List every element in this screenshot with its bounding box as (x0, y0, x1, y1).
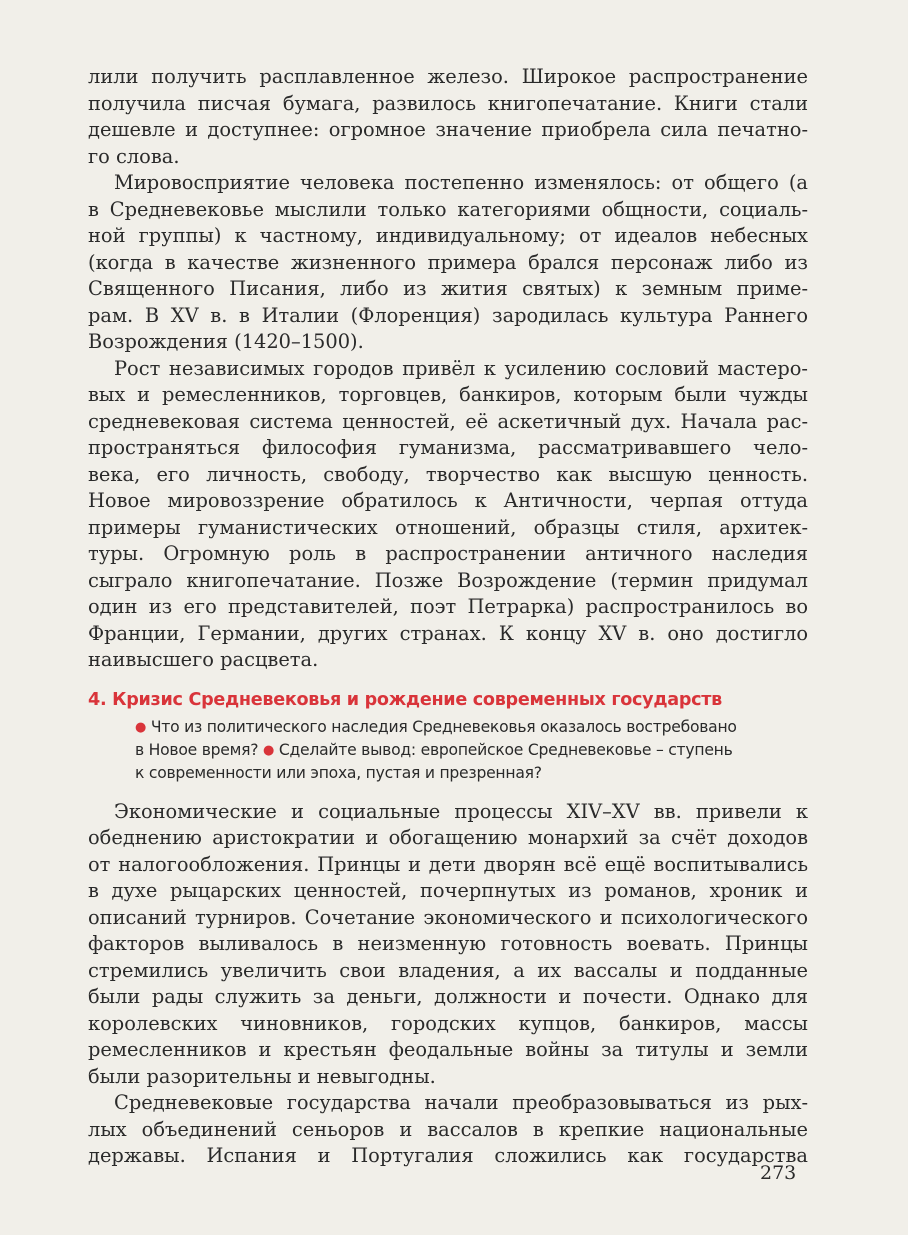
paragraph-2 (88, 170, 808, 356)
text-line: в Средневековье мыслили только категориями общности, социаль- (88, 197, 808, 221)
text-line: века, его личность, свободу, творчество как высшую ценность. (88, 462, 808, 486)
text-line: державы. Испания и Португалия сложились как государства (88, 1144, 808, 1167)
text-line: сыграло книгопечатание. Позже Возрождение (термин придумал (88, 568, 808, 592)
text-line: (когда в качестве жизненного примера брался персонаж либо из (88, 250, 808, 274)
text-line: один из его представителей, поэт Петрарка) распространилось во (88, 595, 808, 618)
text-line: были разорительны и невыгодны. (88, 1064, 436, 1088)
question-text: Что из политического наследия Средневековья оказалось востребовано (150, 717, 737, 736)
text-line: получила писчая бумага, развилось книгопечатание. Книги стали (88, 91, 808, 115)
text-line: были рады служить за деньги, должности и почести. Однако для (88, 985, 808, 1008)
text-line: Священного Писания, либо из жития святых) к земным приме- (88, 277, 808, 300)
text-line: пространяться философия гуманизма, рассматривавшего чело- (88, 436, 808, 459)
text-line: средневековая система ценностей, её аскетичный дух. Начала рас- (88, 409, 808, 433)
text-line: королевских чиновников, городских купцов, банкиров, массы (88, 1011, 808, 1035)
text-line: лых объединений сеньоров и вассалов в крепкие национальные (88, 1117, 808, 1141)
text-line: наивысшего расцвета. (88, 648, 319, 671)
paragraph-4 (88, 799, 808, 1091)
section-questions (88, 716, 808, 785)
paragraph-3 (88, 356, 808, 674)
page-content (88, 64, 808, 1170)
section-heading: 4. Кризис Средневековья и рождение современных государств (88, 689, 722, 710)
text-line: стремились увеличить свои владения, а их вассалы и подданные (88, 958, 808, 982)
text-line: обеднению аристократии и обогащению монархий за счёт доходов (88, 826, 808, 849)
text-line: го слова. (88, 144, 180, 168)
text-line: туры. Огромную роль в распространении античного наследия (88, 542, 808, 565)
page-number: 273 (760, 1162, 797, 1184)
body-text (88, 64, 808, 674)
question-line (135, 716, 808, 739)
text-line: Экономические и социальные процессы XIV–XV вв. привели к (114, 799, 808, 823)
text-line: Возрождения (1420–1500). (88, 330, 364, 353)
text-line: вых и ремесленников, торговцев, банкиров, которым были чужды (88, 383, 808, 406)
paragraph-5 (88, 1090, 808, 1170)
text-line: ной группы) к частному, индивидуальному; от идеалов небесных (88, 224, 808, 247)
text-line: ремесленников и крестьян феодальные войны за титулы и земли (88, 1038, 808, 1061)
text-line: дешевле и доступнее: огромное значение приобрела сила печатно- (88, 118, 808, 141)
text-line: рам. В XV в. в Италии (Флоренция) зародилась культура Раннего (88, 303, 808, 327)
text-line: описаний турниров. Сочетание экономического и психологического (88, 905, 808, 929)
text-line: от налогообложения. Принцы и дети дворян всё ещё воспитывались (88, 852, 808, 876)
text-line: Франции, Германии, других странах. К концу XV в. оно достигло (88, 621, 808, 645)
text-line: Новое мировоззрение обратилось к Античности, черпая оттуда (88, 489, 808, 512)
bullet-icon: ● (135, 719, 147, 735)
question-text: к современности или эпоха, пустая и презренная? (135, 763, 542, 782)
paragraph-1 (88, 64, 808, 170)
text-line: лили получить расплавленное железо. Широкое распространение (88, 65, 808, 88)
text-line: Средневековые государства начали преобразовываться из рых- (114, 1091, 808, 1114)
text-line: факторов выливалось в неизменную готовность воевать. Принцы (88, 932, 808, 955)
question-line (135, 739, 808, 762)
text-line: Рост независимых городов привёл к усилению сословий мастеро- (114, 356, 808, 380)
text-line: в духе рыцарских ценностей, почерпнутых из романов, хроник и (88, 879, 808, 902)
question-text: в Новое время? (135, 740, 259, 759)
question-text: Сделайте вывод: европейское Средневековье – ступень (278, 740, 733, 759)
body-text-continued (88, 799, 808, 1170)
text-line: примеры гуманистических отношений, образцы стиля, архитек- (88, 515, 808, 539)
text-line: Мировосприятие человека постепенно изменялось: от общего (а (114, 171, 808, 194)
question-line (135, 762, 808, 785)
bullet-icon: ● (263, 742, 275, 758)
